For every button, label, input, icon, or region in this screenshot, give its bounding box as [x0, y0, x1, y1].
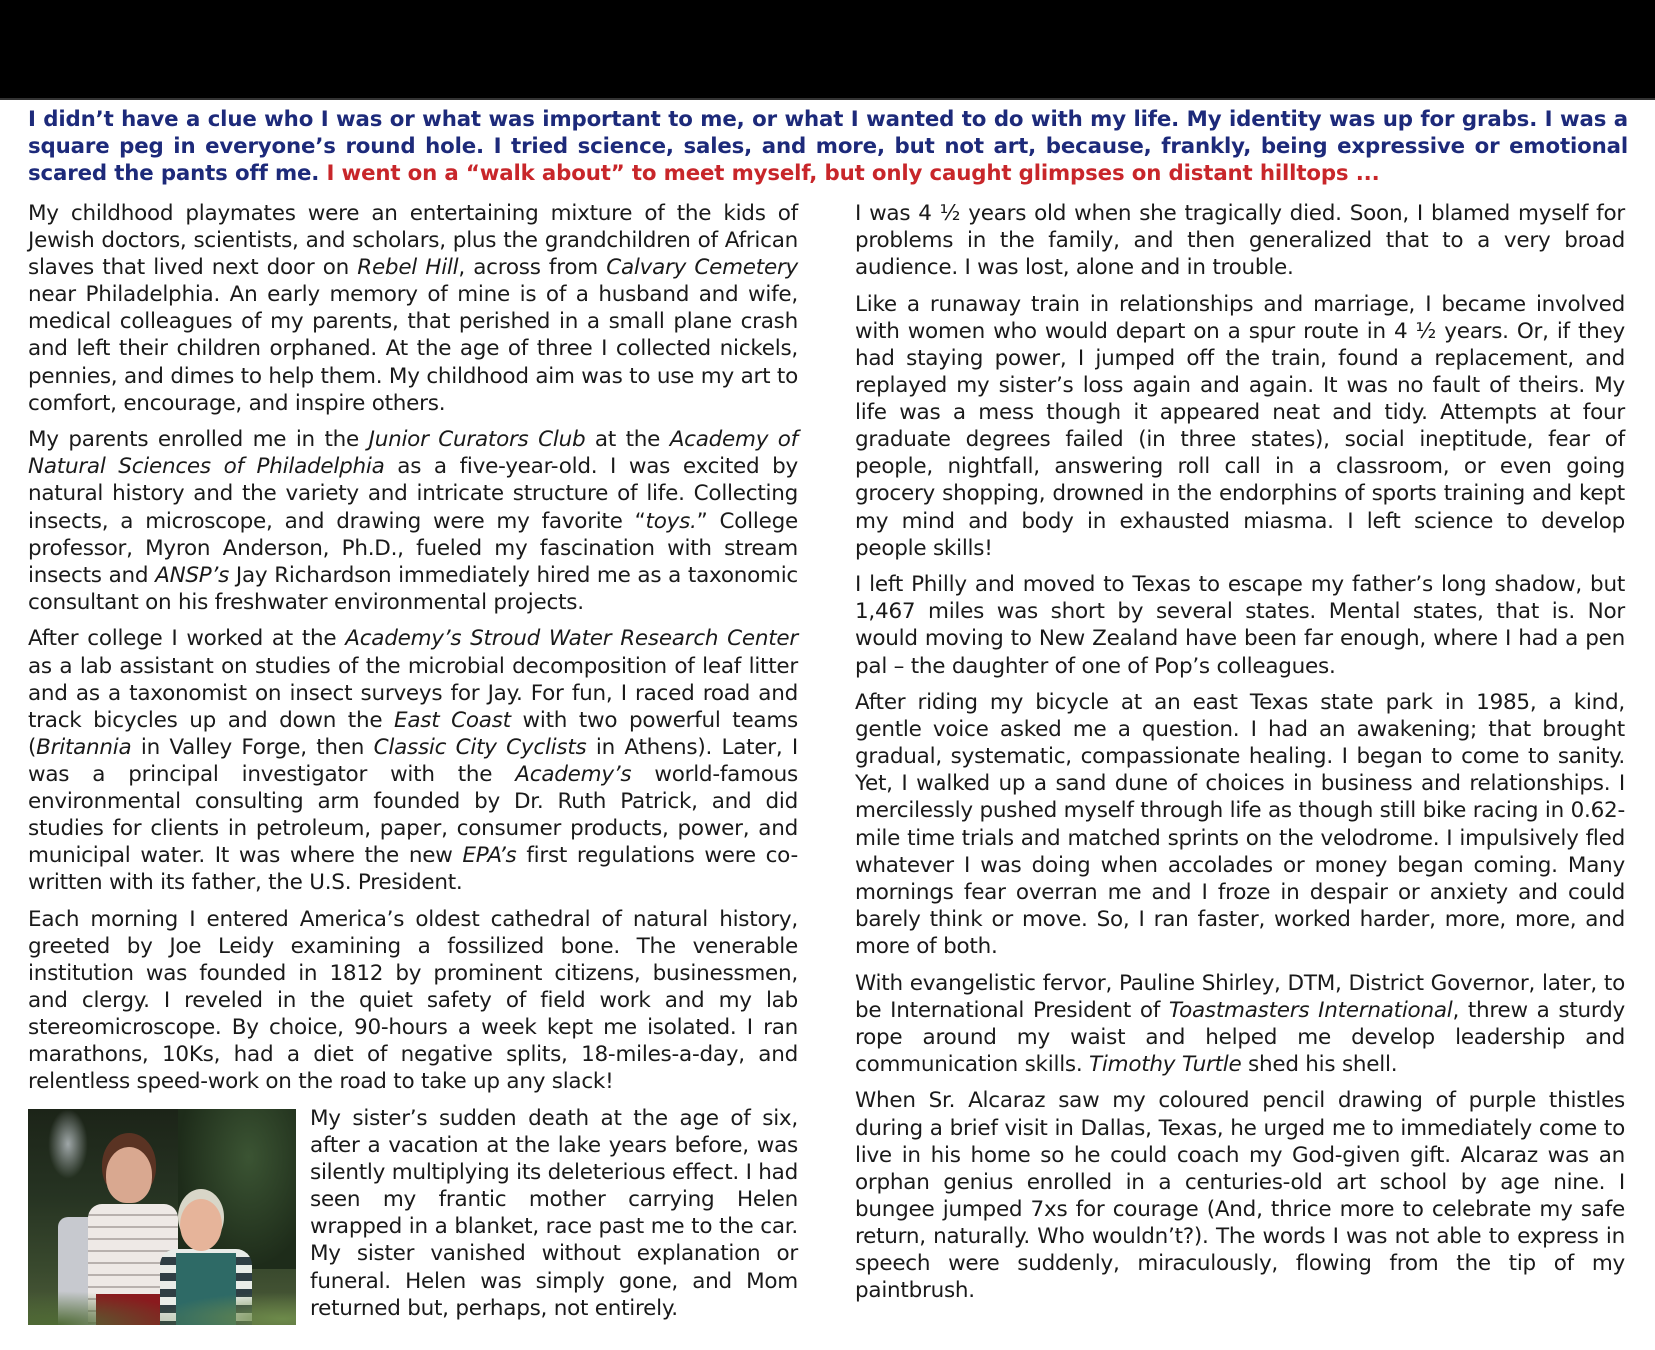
paragraph-bicycle-awakening: After riding my bicycle at an east Texas state park in 1985, a kind, gentle voice asked me a question. I had an awakening; that brought gradual, systematic, compassionate healing. I began to come to sanity. Yet, I walked up a sand dune of choices in business and relationships. I mercilessly pushed myself through life as though still bike racing in 0.62-mile time trials and matched sprints on the velodrome. I impulsively fled whatever I was doing when accolades or money began coming. Many mornings fear overran me and I froze in despair or anxiety and could barely think or move. So, I ran faster, worked harder, more, more, and more of both. — [855, 690, 1625, 959]
text: After college I worked at the — [28, 626, 346, 652]
text: shed his shell. — [1241, 1051, 1398, 1077]
photo-side-text — [310, 1105, 798, 1322]
paragraph-four-half: I was 4 ½ years old when she tragically died. Soon, I blamed myself for problems in the family, and then generalized that to a very broad audience. I was lost, alone and in trouble. — [855, 201, 1625, 281]
top-black-bar — [0, 0, 1655, 100]
paragraph-childhood — [28, 200, 798, 417]
childhood-photo — [28, 1109, 296, 1325]
italic-text: Classic City Cyclists — [373, 734, 587, 760]
italic-text: Rebel Hill — [357, 255, 459, 281]
paragraph-each-morning: Each morning I entered America’s oldest cathedral of natural history, greeted by Joe Leidy examining a fossilized bone. The venerable institution was founded in 1812 by prominent citizens, businessmen, and clergy. I reveled in the quiet safety of field work and my lab stereomicroscope. By choice, 90-hours a week kept me isolated. I ran marathons, 10Ks, had a diet of negative splits, 18-miles-a-day, and relentless speed-work on the road to take up any slack! — [28, 906, 798, 1095]
text: first regulations were co-written with its father, the U.S. President. — [28, 843, 798, 896]
italic-text: Timothy Turtle — [1089, 1051, 1242, 1077]
italic-text: EPA’s — [462, 843, 517, 869]
italic-text: Britannia — [36, 734, 132, 760]
intro-red-text: I went on a “walk about” to meet myself, but only caught glimpses on distant hilltops ... — [326, 161, 1380, 186]
paragraph-alcaraz: When Sr. Alcaraz saw my coloured pencil drawing of purple thistles during a brief visit in Dallas, Texas, he urged me to immediately come to live in his home so he could coach my God-given gift. Alcaraz was an orphan genius enrolled in a centuries-old art school by age nine. I bungee jumped 7xs for courage (And, thrice more to celebrate my safe return, naturally. Who wouldn’t?). The words I was not able to express in speech were suddenly, miraculously, flowing from the tip of my paintbrush. — [855, 1088, 1625, 1304]
paragraph-sister-death: My sister’s sudden death at the age of six, after a vacation at the lake years before, was silently multiplying its deleterious effect. I had seen my frantic mother carrying Helen wrapped in a blanket, race past me to the car. My sister vanished without explanation or funeral. Helen was simply gone, and Mom returned but, perhaps, not entirely. — [310, 1106, 798, 1321]
text: at the — [585, 427, 670, 453]
italic-text: Junior Curators Club — [368, 427, 586, 453]
italic-text: East Coast — [394, 707, 511, 733]
text: ” College professor, Myron Anderson, Ph.D., fueled my fascination with stream insects and — [28, 508, 798, 588]
italic-text: Academy’s Stroud Water Research Center — [345, 626, 799, 652]
right-column — [855, 200, 1625, 1314]
text: My parents enrolled me in the — [28, 427, 369, 453]
text: , across from — [458, 255, 607, 281]
text: as a lab assistant on studies of the microbial decomposition of leaf litter and as a taxonomist on insect surveys for Jay. For fun, I raced road and track bicycles up and down the — [28, 653, 798, 733]
paragraph-after-college — [28, 625, 798, 896]
text: as a five-year-old. I was excited by natural history and the variety and intricate structure of life. Collecting insects, a microscope, and drawing were my favorite “ — [28, 454, 799, 534]
text: Jay Richardson immediately hired me as a taxonomic consultant on his freshwater environmental projects. — [28, 562, 798, 615]
italic-text: toys. — [645, 508, 697, 534]
text: My childhood playmates were an entertaining mixture of the kids of Jewish doctors, scientists, and scholars, plus the grandchildren of African slaves that lived next door on — [28, 201, 798, 281]
left-column — [28, 200, 798, 1325]
text: in Athens). Later, I was a principal investigator with the — [28, 734, 798, 787]
photo-with-text — [28, 1105, 798, 1325]
paragraph-left-philly: I left Philly and moved to Texas to escape my father’s long shadow, but 1,467 miles was short by several states. Mental states, that is. Nor would moving to New Zealand have been far enough, where I had a pen pal – the daughter of one of Pop’s colleagues. — [855, 572, 1625, 679]
text: With evangelistic fervor, Pauline Shirley, DTM, District Governor, later, to be International President of — [855, 970, 1625, 1023]
text: , threw a sturdy rope around my waist and helped me develop leadership and communication skills. — [855, 997, 1626, 1077]
paragraph-runaway-train: Like a runaway train in relationships and marriage, I became involved with women who would depart on a spur route in 4 ½ years. Or, if they had staying power, I jumped off the train, found a replacement, and replayed my sister’s loss again and again. It was no fault of theirs. My life was a mess though it appeared neat and tidy. Attempts at four graduate degrees failed (in three states), social ineptitude, fear of people, nightfall, answering roll call in a classroom, or even going grocery shopping, drowned in the endorphins of sports training and kept my mind and body in exhausted miasma. I left science to develop people skills! — [855, 291, 1625, 561]
italic-text: ANSP’s — [155, 562, 230, 588]
italic-text: Toastmasters International — [1168, 997, 1453, 1023]
italic-text: Calvary Cemetery — [606, 255, 799, 281]
text: world-famous environmental consulting arm founded by Dr. Ruth Patrick, and did studies for clients in petroleum, paper, consumer products, power, and municipal water. It was where the new — [28, 761, 798, 869]
text: in Valley Forge, then — [131, 734, 374, 760]
paragraph-toastmasters — [855, 970, 1625, 1078]
intro-heading — [28, 106, 1628, 187]
text: with two powerful teams ( — [28, 707, 798, 760]
italic-text: Academy’s — [515, 761, 632, 787]
italic-text: Academy of Natural Sciences of Philadelphia — [28, 427, 798, 480]
intro-blue-text: I didn’t have a clue who I was or what was important to me, or what I wanted to do with my life. My identity was up for grabs. I was a square peg in everyone’s round hole. I tried science, sales, and more, but not art, because, frankly, being expressive or emotional scared the pants off me. — [28, 107, 1628, 186]
paragraph-junior-curators — [28, 426, 798, 616]
text: near Philadelphia. An early memory of mine is of a husband and wife, medical colleagues of my parents, that perished in a small plane crash and left their children orphaned. At the age of three I collected nickels, pennies, and dimes to help them. My childhood aim was to use my art to comfort, encourage, and inspire others. — [28, 282, 798, 416]
